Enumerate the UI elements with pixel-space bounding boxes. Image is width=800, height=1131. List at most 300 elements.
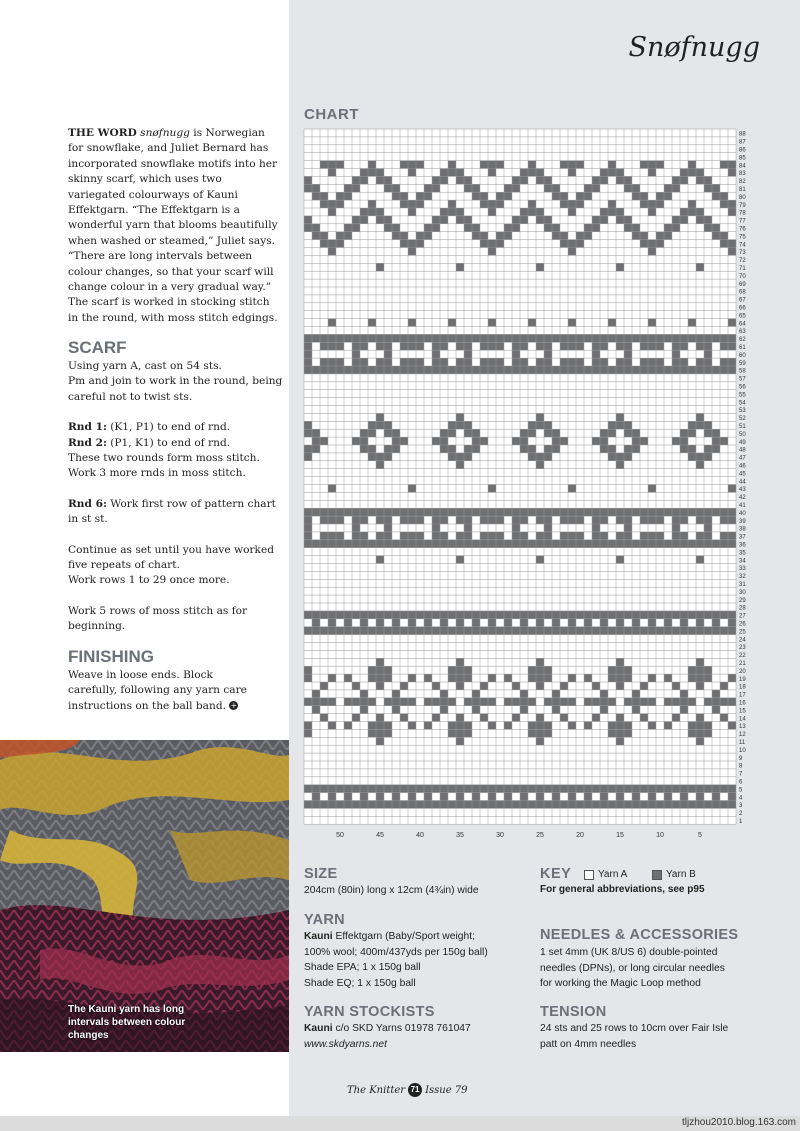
chart-cell-yarn-b [528, 421, 536, 429]
chart-cell-yarn-b [520, 793, 528, 801]
chart-cell-yarn-b [688, 453, 696, 461]
chart-cell-yarn-b [608, 729, 616, 737]
stockists-url[interactable]: www.skdyarns.net [304, 1038, 387, 1050]
chart-cell-yarn-b [568, 611, 576, 619]
row-number-label: 46 [739, 463, 746, 470]
chart-cell-yarn-b [488, 619, 496, 627]
chart-cell-yarn-b [304, 216, 312, 224]
chart-cell-yarn-b [544, 524, 552, 532]
chart-cell-yarn-b [632, 508, 640, 516]
chart-cell-yarn-b [544, 366, 552, 374]
chart-cell-yarn-b [512, 508, 520, 516]
chart-cell-yarn-b [368, 429, 376, 437]
tension-text [540, 1021, 728, 1052]
chart-cell-yarn-b [592, 224, 600, 232]
scarf-rnd6 [68, 497, 283, 528]
chart-cell-yarn-b [464, 453, 472, 461]
chart-cell-yarn-b [576, 611, 584, 619]
chart-cell-yarn-b [320, 785, 328, 793]
chart-cell-yarn-b [616, 532, 624, 540]
chart-cell-yarn-b [320, 532, 328, 540]
chart-cell-yarn-b [344, 698, 352, 706]
chart-cell-yarn-b [680, 619, 688, 627]
chart-cell-yarn-b [312, 706, 320, 714]
chart-cell-yarn-b [728, 722, 736, 730]
chart-cell-yarn-b [608, 161, 616, 169]
chart-cell-yarn-b [696, 169, 704, 177]
chart-cell-yarn-b [656, 516, 664, 524]
chart-cell-yarn-b [456, 556, 464, 564]
chart-cell-yarn-b [720, 232, 728, 240]
chart-cell-yarn-b [528, 540, 536, 548]
chart-cell-yarn-b [616, 714, 624, 722]
chart-cell-yarn-b [488, 485, 496, 493]
chart-cell-yarn-b [384, 532, 392, 540]
chart-cell-yarn-b [528, 801, 536, 809]
chart-cell-yarn-b [616, 627, 624, 635]
chart-cell-yarn-b [528, 208, 536, 216]
chart-cell-yarn-b [544, 698, 552, 706]
chart-cell-yarn-b [328, 161, 336, 169]
chart-cell-yarn-b [544, 342, 552, 350]
chart-cell-yarn-b [344, 793, 352, 801]
chart-cell-yarn-b [480, 232, 488, 240]
chart-cell-yarn-b [704, 358, 712, 366]
chart-cell-yarn-b [512, 350, 520, 358]
chart-cell-yarn-b [656, 232, 664, 240]
row-number-label: 56 [739, 384, 746, 391]
scarf-p1: Using yarn A, cast on 54 sts. [68, 360, 222, 372]
chart-cell-yarn-b [368, 421, 376, 429]
chart-cell-yarn-b [640, 540, 648, 548]
chart-cell-yarn-b [600, 627, 608, 635]
chart-cell-yarn-b [384, 429, 392, 437]
chart-cell-yarn-b [392, 706, 400, 714]
chart-cell-yarn-b [416, 200, 424, 208]
chart-cell-yarn-b [568, 793, 576, 801]
chart-cell-yarn-b [304, 611, 312, 619]
chart-cell-yarn-b [488, 785, 496, 793]
chart-cell-yarn-b [440, 516, 448, 524]
chart-cell-yarn-b [616, 216, 624, 224]
chart-cell-yarn-b [640, 516, 648, 524]
chart-cell-yarn-b [304, 429, 312, 437]
chart-cell-yarn-b [392, 184, 400, 192]
chart-cell-yarn-b [376, 461, 384, 469]
chart-cell-yarn-b [528, 445, 536, 453]
chart-cell-yarn-b [704, 611, 712, 619]
chart-cell-yarn-b [304, 516, 312, 524]
chart-cell-yarn-b [360, 437, 368, 445]
chart-cell-yarn-b [712, 437, 720, 445]
chart-cell-yarn-b [528, 453, 536, 461]
chart-cell-yarn-b [408, 540, 416, 548]
chart-cell-yarn-b [368, 161, 376, 169]
chart-cell-yarn-b [472, 627, 480, 635]
chart-cell-yarn-b [536, 421, 544, 429]
chart-cell-yarn-b [464, 445, 472, 453]
chart-cell-yarn-b [464, 176, 472, 184]
chart-cell-yarn-b [456, 801, 464, 809]
chart-cell-yarn-b [672, 366, 680, 374]
row-number-label: 4 [739, 795, 743, 802]
chart-cell-yarn-b [624, 516, 632, 524]
chart-cell-yarn-b [424, 627, 432, 635]
chart-cell-yarn-b [336, 508, 344, 516]
chart-cell-yarn-b [704, 224, 712, 232]
chart-cell-yarn-b [592, 342, 600, 350]
chart-cell-yarn-b [384, 801, 392, 809]
chart-cell-yarn-b [656, 240, 664, 248]
chart-cell-yarn-b [728, 611, 736, 619]
chart-cell-yarn-b [416, 532, 424, 540]
chart-cell-yarn-b [632, 192, 640, 200]
chart-cell-yarn-b [384, 516, 392, 524]
yarn-line4: Shade EQ; 1 x 150g ball [304, 977, 416, 989]
chart-cell-yarn-b [496, 192, 504, 200]
chart-cell-yarn-b [312, 508, 320, 516]
chart-cell-yarn-b [672, 350, 680, 358]
chart-cell-yarn-b [568, 722, 576, 730]
chart-cell-yarn-b [432, 184, 440, 192]
chart-cell-yarn-b [424, 785, 432, 793]
chart-cell-yarn-b [728, 674, 736, 682]
chart-cell-yarn-b [576, 516, 584, 524]
chart-cell-yarn-b [448, 801, 456, 809]
chart-cell-yarn-b [520, 706, 528, 714]
chart-cell-yarn-b [592, 682, 600, 690]
chart-cell-yarn-b [328, 540, 336, 548]
chart-cell-yarn-b [360, 342, 368, 350]
chart-cell-yarn-b [480, 532, 488, 540]
chart-cell-yarn-b [320, 200, 328, 208]
chart-cell-yarn-b [600, 801, 608, 809]
chart-cell-yarn-b [568, 785, 576, 793]
chart-cell-yarn-b [728, 801, 736, 809]
chart-cell-yarn-b [688, 421, 696, 429]
chart-cell-yarn-b [456, 342, 464, 350]
chart-cell-yarn-b [560, 682, 568, 690]
chart-cell-yarn-b [624, 216, 632, 224]
chart-cell-yarn-b [640, 342, 648, 350]
chart-cell-yarn-b [560, 611, 568, 619]
chart-cell-yarn-b [408, 334, 416, 342]
chart-cell-yarn-b [440, 706, 448, 714]
chart-cell-yarn-b [360, 429, 368, 437]
chart-cell-yarn-b [648, 248, 656, 256]
chart-cell-yarn-b [376, 532, 384, 540]
chart-cell-yarn-b [544, 674, 552, 682]
chart-cell-yarn-b [688, 785, 696, 793]
chart-cell-yarn-b [488, 248, 496, 256]
chart-cell-yarn-b [696, 658, 704, 666]
chart-cell-yarn-b [704, 445, 712, 453]
chart-cell-yarn-b [616, 793, 624, 801]
chart-cell-yarn-b [320, 698, 328, 706]
chart-cell-yarn-b [544, 176, 552, 184]
chart-cell-yarn-b [392, 540, 400, 548]
chart-cell-yarn-b [512, 184, 520, 192]
chart-cell-yarn-b [632, 445, 640, 453]
chart-cell-yarn-b [640, 627, 648, 635]
chart-cell-yarn-b [344, 785, 352, 793]
chart-cell-yarn-b [352, 516, 360, 524]
chart-cell-yarn-b [424, 366, 432, 374]
chart-cell-yarn-b [456, 785, 464, 793]
chart-cell-yarn-b [320, 240, 328, 248]
chart-cell-yarn-b [688, 319, 696, 327]
chart-cell-yarn-b [632, 437, 640, 445]
chart-cell-yarn-b [560, 698, 568, 706]
chart-cell-yarn-b [432, 176, 440, 184]
chart-cell-yarn-b [344, 224, 352, 232]
chart-cell-yarn-b [304, 785, 312, 793]
chart-cell-yarn-b [664, 184, 672, 192]
chart-cell-yarn-b [440, 611, 448, 619]
chart-cell-yarn-b [352, 358, 360, 366]
chart-cell-yarn-b [368, 540, 376, 548]
chart-cell-yarn-b [568, 801, 576, 809]
chart-cell-yarn-b [640, 358, 648, 366]
chart-cell-yarn-b [728, 532, 736, 540]
chart-cell-yarn-b [360, 785, 368, 793]
chart-cell-yarn-b [504, 722, 512, 730]
chart-cell-yarn-b [384, 358, 392, 366]
chart-cell-yarn-b [424, 508, 432, 516]
chart-cell-yarn-b [680, 366, 688, 374]
chart-cell-yarn-b [520, 690, 528, 698]
row-number-label: 2 [739, 811, 743, 818]
chart-cell-yarn-b [696, 453, 704, 461]
chart-cell-yarn-b [432, 524, 440, 532]
chart-cell-yarn-b [632, 540, 640, 548]
chart-cell-yarn-b [432, 714, 440, 722]
chart-cell-yarn-b [584, 192, 592, 200]
chart-cell-yarn-b [488, 200, 496, 208]
chart-cell-yarn-b [464, 429, 472, 437]
chart-cell-yarn-b [576, 192, 584, 200]
chart-cell-yarn-b [520, 437, 528, 445]
chart-cell-yarn-b [720, 240, 728, 248]
chart-cell-yarn-b [472, 698, 480, 706]
page-title: Snøfnugg [628, 32, 760, 63]
magazine-name: The Knitter [347, 1084, 406, 1096]
chart-cell-yarn-b [688, 208, 696, 216]
chart-cell-yarn-b [320, 508, 328, 516]
stockists-brand: Kauni [304, 1023, 333, 1034]
chart-cell-yarn-b [424, 334, 432, 342]
chart-heading: CHART [304, 106, 359, 123]
chart-cell-yarn-b [456, 619, 464, 627]
chart-cell-yarn-b [304, 674, 312, 682]
chart-cell-yarn-b [424, 540, 432, 548]
chart-cell-yarn-b [504, 184, 512, 192]
chart-cell-yarn-b [560, 342, 568, 350]
chart-cell-yarn-b [520, 176, 528, 184]
chart-cell-yarn-b [616, 658, 624, 666]
chart-cell-yarn-b [704, 801, 712, 809]
chart-cell-yarn-b [456, 508, 464, 516]
chart-cell-yarn-b [728, 366, 736, 374]
chart-cell-yarn-b [560, 240, 568, 248]
chart-cell-yarn-b [448, 366, 456, 374]
chart-cell-yarn-b [480, 334, 488, 342]
chart-cell-yarn-b [376, 176, 384, 184]
chart-cell-yarn-b [496, 785, 504, 793]
chart-cell-yarn-b [360, 508, 368, 516]
chart-cell-yarn-b [584, 224, 592, 232]
yarn-line1-text: Effektgarn (Baby/Sport weight; [332, 931, 475, 942]
chart-cell-yarn-b [368, 801, 376, 809]
chart-cell-yarn-b [672, 524, 680, 532]
chart-cell-yarn-b [480, 801, 488, 809]
chart-cell-yarn-b [528, 627, 536, 635]
chart-cell-yarn-b [712, 540, 720, 548]
chart-cell-yarn-b [360, 516, 368, 524]
chart-cell-yarn-b [448, 722, 456, 730]
chart-cell-yarn-b [664, 508, 672, 516]
chart-cell-yarn-b [504, 698, 512, 706]
chart-cell-yarn-b [576, 342, 584, 350]
chart-cell-yarn-b [576, 358, 584, 366]
chart-cell-yarn-b [720, 192, 728, 200]
chart-cell-yarn-b [384, 524, 392, 532]
chart-cell-yarn-b [656, 200, 664, 208]
chart-cell-yarn-b [712, 232, 720, 240]
chart-cell-yarn-b [536, 793, 544, 801]
chart-cell-yarn-b [664, 224, 672, 232]
tension-line1: 24 sts and 25 rows to 10cm over Fair Isle [540, 1023, 729, 1034]
chart-cell-yarn-b [408, 785, 416, 793]
chart-cell-yarn-b [544, 216, 552, 224]
chart-cell-yarn-b [480, 516, 488, 524]
chart-cell-yarn-b [592, 532, 600, 540]
row-number-label: 33 [739, 566, 746, 573]
yarn-a-swatch [584, 870, 594, 880]
chart-cell-yarn-b [424, 801, 432, 809]
chart-cell-yarn-b [408, 240, 416, 248]
chart-cell-yarn-b [408, 169, 416, 177]
chart-cell-yarn-b [632, 619, 640, 627]
chart-cell-yarn-b [712, 706, 720, 714]
finishing-instructions: Weave in loose ends. Block carefully, following any yarn care instructions on the ball band. [68, 669, 247, 712]
chart-cell-yarn-b [352, 366, 360, 374]
chart-cell-yarn-b [304, 176, 312, 184]
chart-cell-yarn-b [416, 508, 424, 516]
chart-cell-yarn-b [400, 627, 408, 635]
row-number-label: 24 [739, 637, 746, 644]
chart-cell-yarn-b [472, 611, 480, 619]
chart-cell-yarn-b [712, 785, 720, 793]
chart-cell-yarn-b [352, 698, 360, 706]
chart-cell-yarn-b [592, 516, 600, 524]
chart-cell-yarn-b [672, 540, 680, 548]
chart-cell-yarn-b [312, 334, 320, 342]
chart-cell-yarn-b [696, 358, 704, 366]
chart-cell-yarn-b [360, 176, 368, 184]
chart-cell-yarn-b [632, 785, 640, 793]
chart-cell-yarn-b [432, 698, 440, 706]
column-tick-label: 15 [616, 832, 624, 840]
chart-cell-yarn-b [376, 413, 384, 421]
row-number-label: 85 [739, 155, 746, 162]
chart-cell-yarn-b [376, 714, 384, 722]
chart-cell-yarn-b [448, 508, 456, 516]
key-heading: KEY [540, 866, 572, 882]
chart-cell-yarn-b [544, 666, 552, 674]
chart-cell-yarn-b [608, 627, 616, 635]
chart-cell-yarn-b [368, 666, 376, 674]
chart-cell-yarn-b [480, 627, 488, 635]
chart-cell-yarn-b [352, 627, 360, 635]
chart-cell-yarn-b [376, 216, 384, 224]
chart-cell-yarn-b [568, 540, 576, 548]
chart-cell-yarn-b [680, 516, 688, 524]
chart-cell-yarn-b [512, 611, 520, 619]
scarf-rnd1 [68, 420, 283, 435]
chart-cell-yarn-b [464, 801, 472, 809]
chart-cell-yarn-b [376, 342, 384, 350]
chart-cell-yarn-b [552, 627, 560, 635]
row-number-label: 69 [739, 281, 746, 288]
chart-cell-yarn-b [424, 793, 432, 801]
chart-cell-yarn-b [496, 240, 504, 248]
chart-cell-yarn-b [608, 508, 616, 516]
chart-cell-yarn-b [304, 453, 312, 461]
chart-cell-yarn-b [584, 674, 592, 682]
chart-cell-yarn-b [456, 627, 464, 635]
chart-cell-yarn-b [680, 342, 688, 350]
chart-cell-yarn-b [632, 706, 640, 714]
chart-cell-yarn-b [616, 785, 624, 793]
chart-cell-yarn-b [680, 540, 688, 548]
chart-cell-yarn-b [392, 508, 400, 516]
row-number-label: 66 [739, 305, 746, 312]
chart-cell-yarn-b [368, 627, 376, 635]
row-number-label: 39 [739, 518, 746, 525]
chart-cell-yarn-b [504, 801, 512, 809]
chart-cell-yarn-b [312, 793, 320, 801]
row-number-label: 27 [739, 613, 746, 620]
chart-cell-yarn-b [648, 793, 656, 801]
chart-cell-yarn-b [568, 508, 576, 516]
chart-cell-yarn-b [712, 508, 720, 516]
chart-cell-yarn-b [504, 627, 512, 635]
scarf-p7: Work 5 rows of moss stitch as for beginning. [68, 604, 248, 633]
chart-cell-yarn-b [624, 342, 632, 350]
chart-cell-yarn-b [608, 319, 616, 327]
chart-cell-yarn-b [712, 611, 720, 619]
chart-cell-yarn-b [368, 366, 376, 374]
chart-cell-yarn-b [552, 445, 560, 453]
chart-cell-yarn-b [488, 532, 496, 540]
chart-cell-yarn-b [696, 627, 704, 635]
chart-cell-yarn-b [352, 524, 360, 532]
chart-cell-yarn-b [560, 334, 568, 342]
chart-cell-yarn-b [568, 674, 576, 682]
column-tick-label: 35 [456, 832, 464, 840]
chart-cell-yarn-b [664, 540, 672, 548]
chart-cell-yarn-b [536, 461, 544, 469]
chart-cell-yarn-b [720, 785, 728, 793]
chart-cell-yarn-b [616, 540, 624, 548]
chart-cell-yarn-b [456, 793, 464, 801]
chart-cell-yarn-b [496, 366, 504, 374]
chart-cell-yarn-b [512, 334, 520, 342]
row-number-label: 82 [739, 179, 746, 186]
chart-cell-yarn-b [640, 682, 648, 690]
row-number-label: 55 [739, 392, 746, 399]
